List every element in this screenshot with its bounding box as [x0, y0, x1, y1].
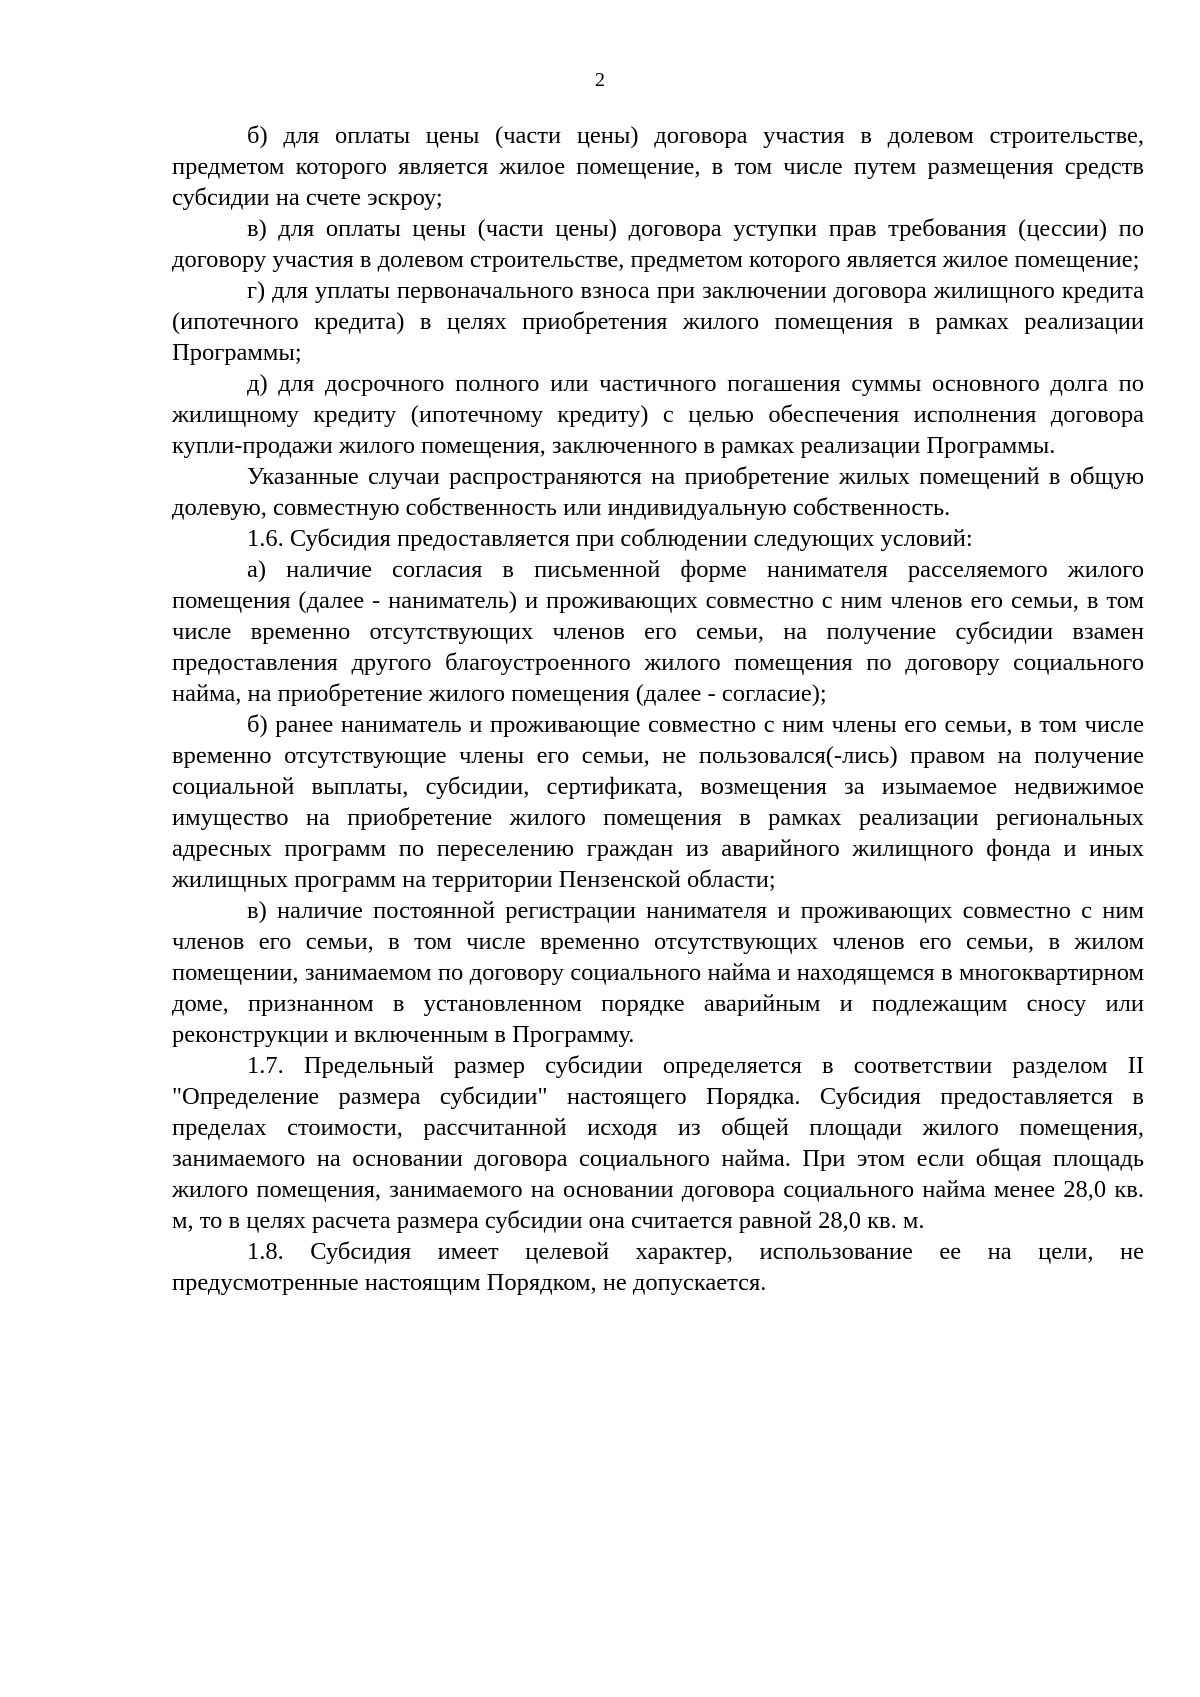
paragraph-condition-b: б) ранее наниматель и проживающие совместно с ним члены его семьи, в том числе временно отсутствующие члены его семьи, не пользовался(-лись) правом на получение социальной выплаты, субсидии, сертификата, возмещения за изымаемое недвижимое имущество на приобретение жилого помещения в рамках реализации региональных адресных программ по переселению граждан из аварийного жилищного фонда и иных жилищных программ на территории Пензенской области; — [172, 711, 1144, 893]
document-body — [172, 120, 1144, 1298]
paragraph-condition-a: а) наличие согласия в письменной форме нанимателя расселяемого жилого помещения (далее - наниматель) и проживающих совместно с ним членов его семьи, в том числе временно отсутствующих членов его семьи, на получение субсидии взамен предоставления другого благоустроенного жилого помещения по договору социального найма, на приобретение жилого помещения (далее - согласие); — [172, 556, 1144, 707]
paragraph-item-v-cession: в) для оплаты цены (части цены) договора уступки прав требования (цессии) по договору участия в долевом строительстве, предметом которого является жилое помещение; — [172, 215, 1144, 273]
paragraph-section-1-8: 1.8. Субсидия имеет целевой характер, использование ее на цели, не предусмотренные настоящим Порядком, не допускается. — [172, 1238, 1144, 1296]
page-number: 2 — [595, 69, 605, 91]
paragraph-condition-v: в) наличие постоянной регистрации нанимателя и проживающих совместно с ним членов его семьи, в том числе временно отсутствующих членов его семьи, в жилом помещении, занимаемом по договору социального найма и находящемся в многоквартирном доме, признанном в установленном порядке аварийным и подлежащим сносу или реконструкции и включенным в Программу. — [172, 897, 1144, 1048]
paragraph-section-1-6: 1.6. Субсидия предоставляется при соблюдении следующих условий: — [247, 525, 973, 552]
paragraph-item-b-escrow: б) для оплаты цены (части цены) договора участия в долевом строительстве, предметом которого является жилое помещение, в том числе путем размещения средств субсидии на счете эскроу; — [172, 122, 1144, 211]
paragraph-item-g-down-payment: г) для уплаты первоначального взноса при заключении договора жилищного кредита (ипотечного кредита) в целях приобретения жилого помещения в рамках реализации Программы; — [172, 277, 1144, 366]
paragraph-ownership-cases: Указанные случаи распространяются на приобретение жилых помещений в общую долевую, совместную собственность или индивидуальную собственность. — [172, 463, 1144, 521]
paragraph-section-1-7: 1.7. Предельный размер субсидии определяется в соответствии разделом II "Определение размера субсидии" настоящего Порядка. Субсидия предоставляется в пределах стоимости, рассчитанной исходя из общей площади жилого помещения, занимаемого на основании договора социального найма. При этом если общая площадь жилого помещения, занимаемого на основании договора социального найма менее 28,0 кв. м, то в целях расчета размера субсидии она считается равной 28,0 кв. м. — [172, 1052, 1144, 1234]
paragraph-item-d-early-repayment: д) для досрочного полного или частичного погашения суммы основного долга по жилищному кредиту (ипотечному кредиту) с целью обеспечения исполнения договора купли-продажи жилого помещения, заключенного в рамках реализации Программы. — [172, 370, 1144, 459]
